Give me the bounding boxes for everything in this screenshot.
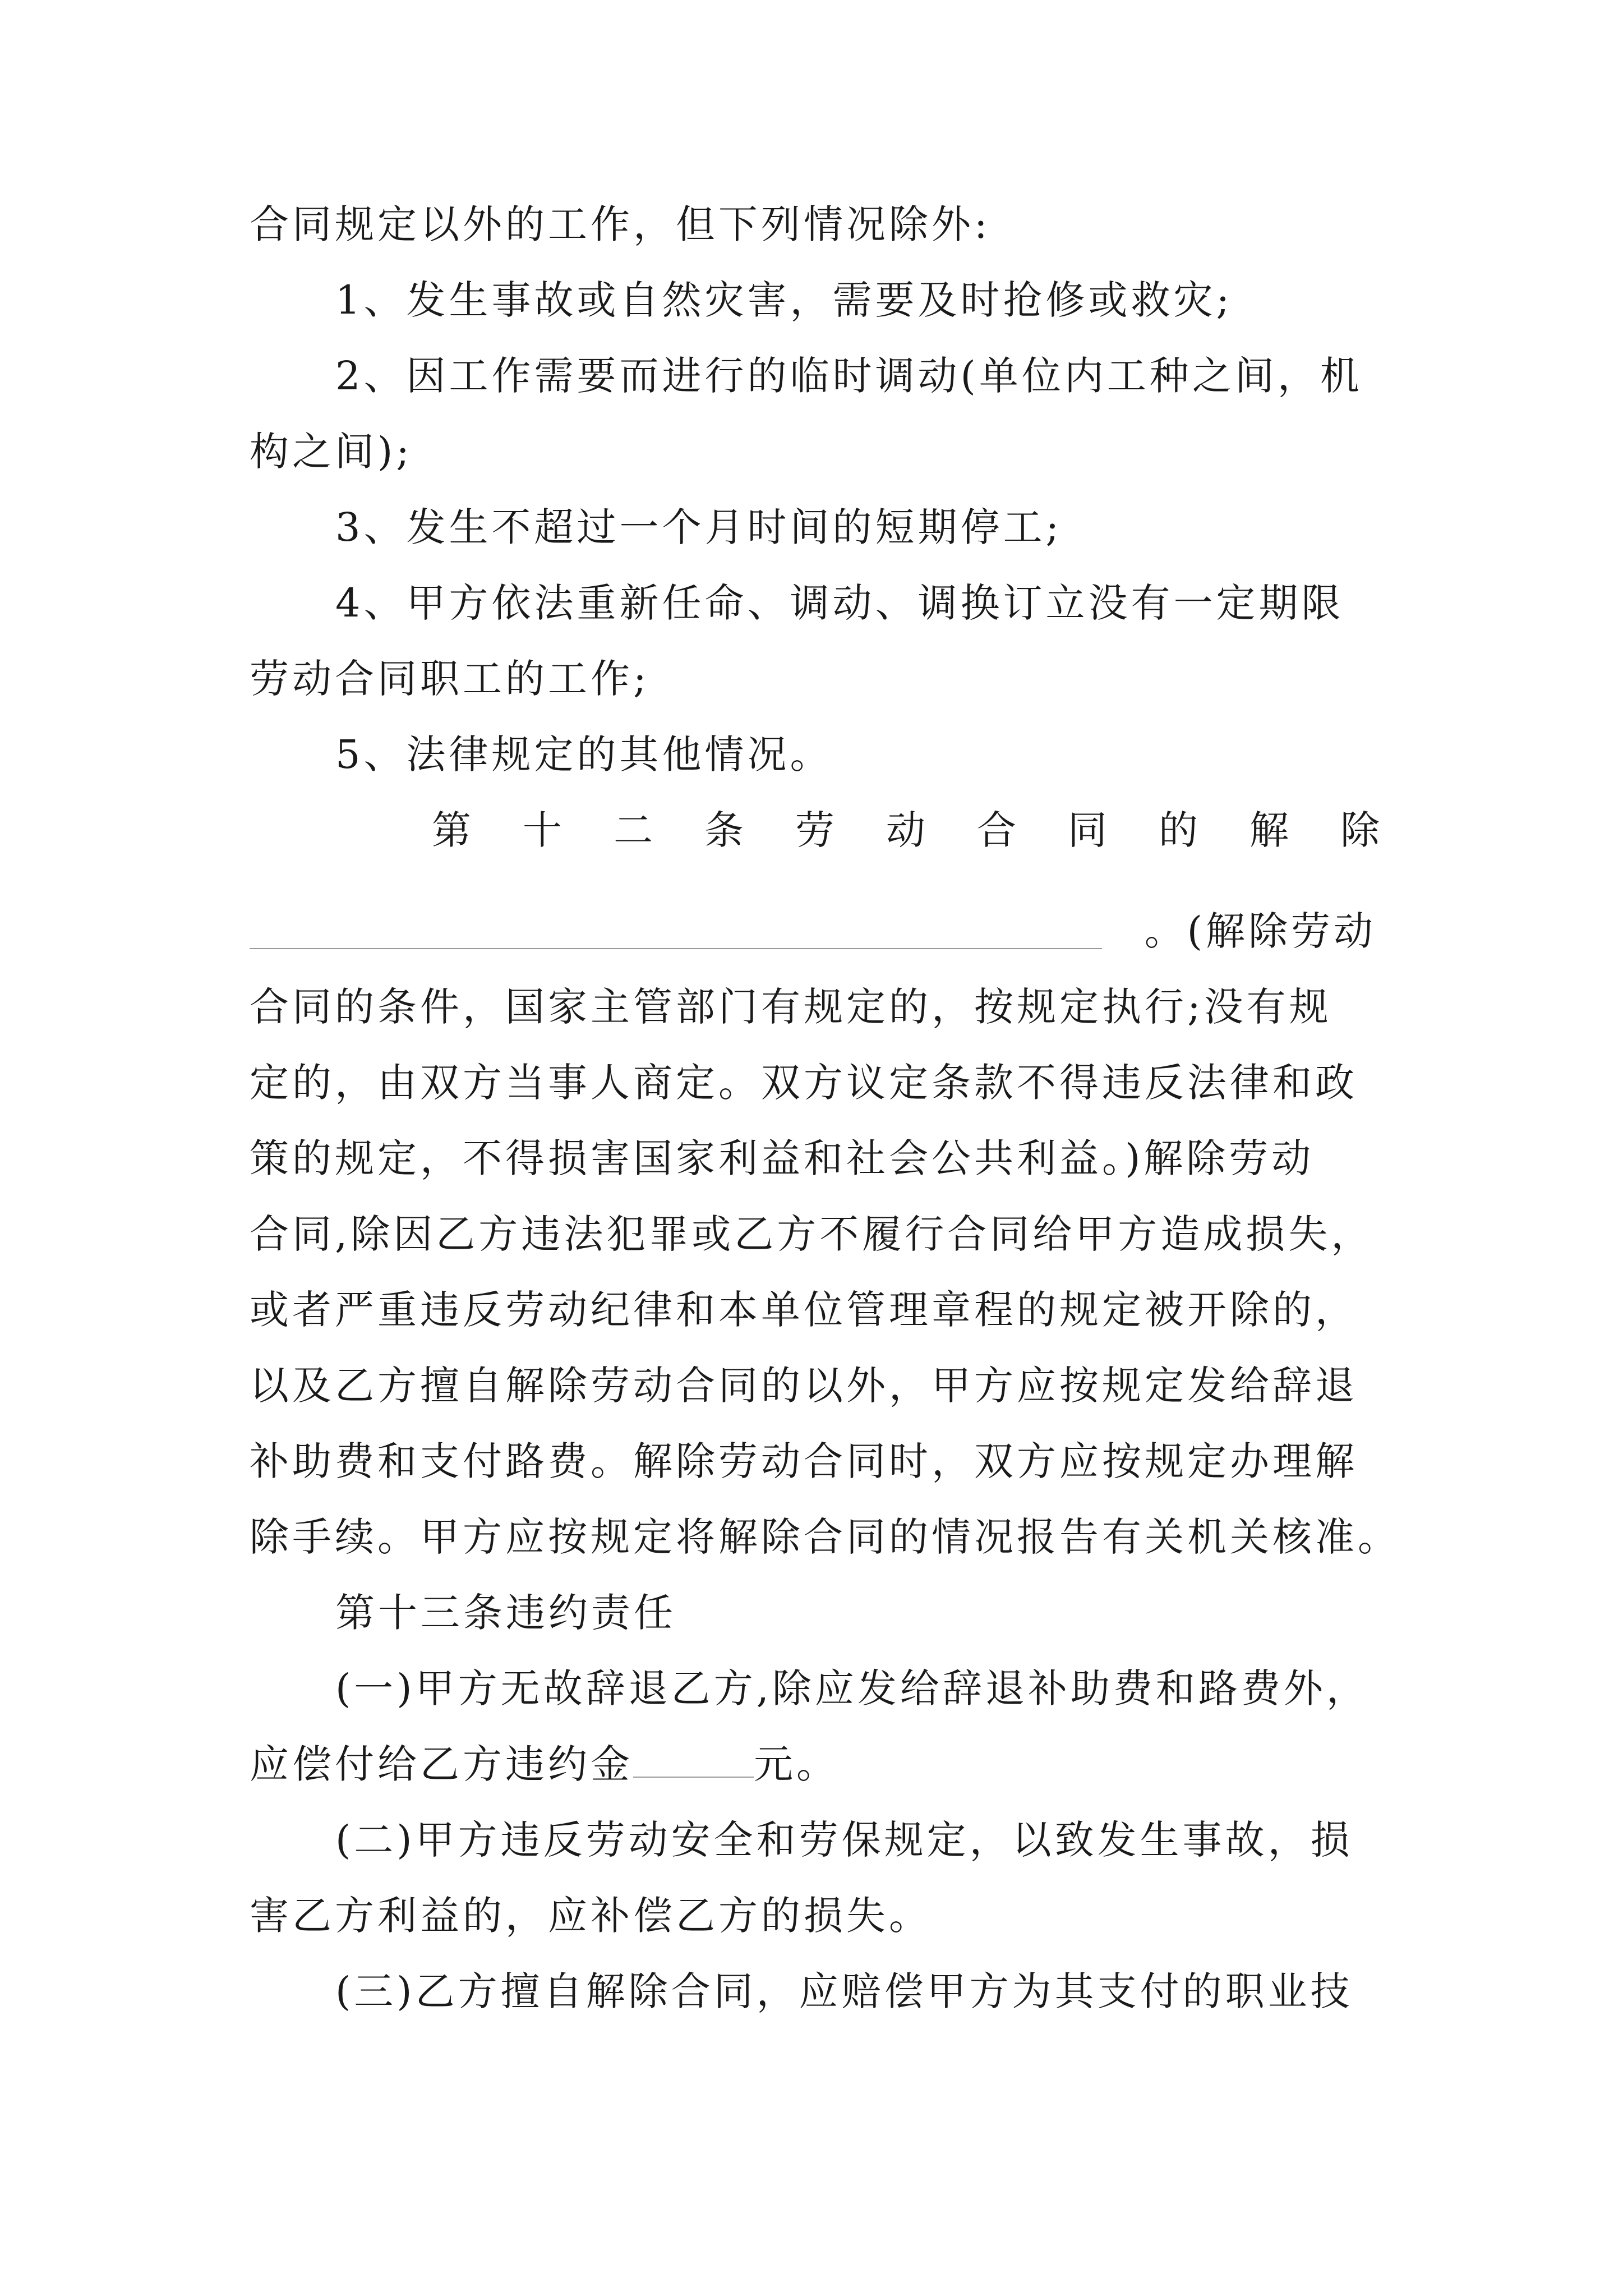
penalty-amount-blank xyxy=(633,1743,754,1778)
text-line-10: 合同的条件，国家主管部门有规定的，按规定执行;没有规 xyxy=(250,984,1332,1030)
text-line-23: (三)乙方擅自解除合同，应赔偿甲方为其支付的职业技 xyxy=(335,1968,1353,2014)
text-line-4: 构之间); xyxy=(250,429,413,475)
text-line-15: 以及乙方擅自解除劳动合同的以外，甲方应按规定发给辞退 xyxy=(250,1363,1358,1409)
text-line-12: 策的规定，不得损害国家利益和社会公共利益。)解除劳动 xyxy=(250,1135,1315,1181)
penalty-line xyxy=(250,1739,839,1789)
heading-char: 合 xyxy=(977,807,1016,853)
heading-char: 十 xyxy=(523,807,562,853)
heading-char: 除 xyxy=(1340,807,1380,853)
text-line-1: 合同规定以外的工作，但下列情况除外: xyxy=(250,201,991,247)
text-line-19: (一)甲方无故辞退乙方,除应发给辞退补助费和路费外， xyxy=(335,1665,1369,1711)
article-13-heading: 第十三条违约责任 xyxy=(335,1590,676,1636)
heading-char: 同 xyxy=(1068,807,1107,853)
heading-char: 的 xyxy=(1159,807,1198,853)
text-line-2: 1、发生事故或自然灾害，需要及时抢修或救灾; xyxy=(335,277,1233,323)
penalty-text-before: 应偿付给乙方违约金 xyxy=(250,1741,633,1787)
text-line-16: 补助费和支付路费。解除劳动合同时，双方应按规定办理解 xyxy=(250,1438,1358,1484)
text-line-3: 2、因工作需要而进行的临时调动(单位内工种之间，机 xyxy=(335,353,1363,399)
text-line-9: 。(解除劳动 xyxy=(1144,908,1376,954)
heading-char: 二 xyxy=(614,807,653,853)
text-line-6: 4、甲方依法重新任命、调动、调换订立没有一定期限 xyxy=(335,580,1344,626)
heading-char: 条 xyxy=(704,807,744,853)
text-line-8: 5、法律规定的其他情况。 xyxy=(335,731,833,777)
text-line-11: 定的，由双方当事人商定。双方议定条款不得违反法律和政 xyxy=(250,1060,1358,1106)
text-line-5: 3、发生不超过一个月时间的短期停工; xyxy=(335,504,1063,550)
text-line-14: 或者严重违反劳动纪律和本单位管理章程的规定被开除的， xyxy=(250,1287,1358,1333)
heading-char: 第 xyxy=(432,807,471,853)
blank-underline-long xyxy=(250,948,1102,949)
text-line-17: 除手续。甲方应按规定将解除合同的情况报告有关机关核准。 xyxy=(250,1514,1400,1560)
text-line-7: 劳动合同职工的工作; xyxy=(250,656,650,702)
text-line-21: (二)甲方违反劳动安全和劳保规定，以致发生事故，损 xyxy=(335,1817,1353,1863)
text-line-22: 害乙方利益的，应补偿乙方的损失。 xyxy=(250,1893,932,1939)
text-line-13: 合同,除因乙方违法犯罪或乙方不履行合同给甲方造成损失， xyxy=(250,1211,1374,1257)
article-12-heading xyxy=(432,805,1380,855)
heading-char: 劳 xyxy=(795,807,834,853)
heading-char: 动 xyxy=(886,807,925,853)
penalty-text-after: 元。 xyxy=(754,1741,839,1787)
heading-char: 解 xyxy=(1249,807,1289,853)
